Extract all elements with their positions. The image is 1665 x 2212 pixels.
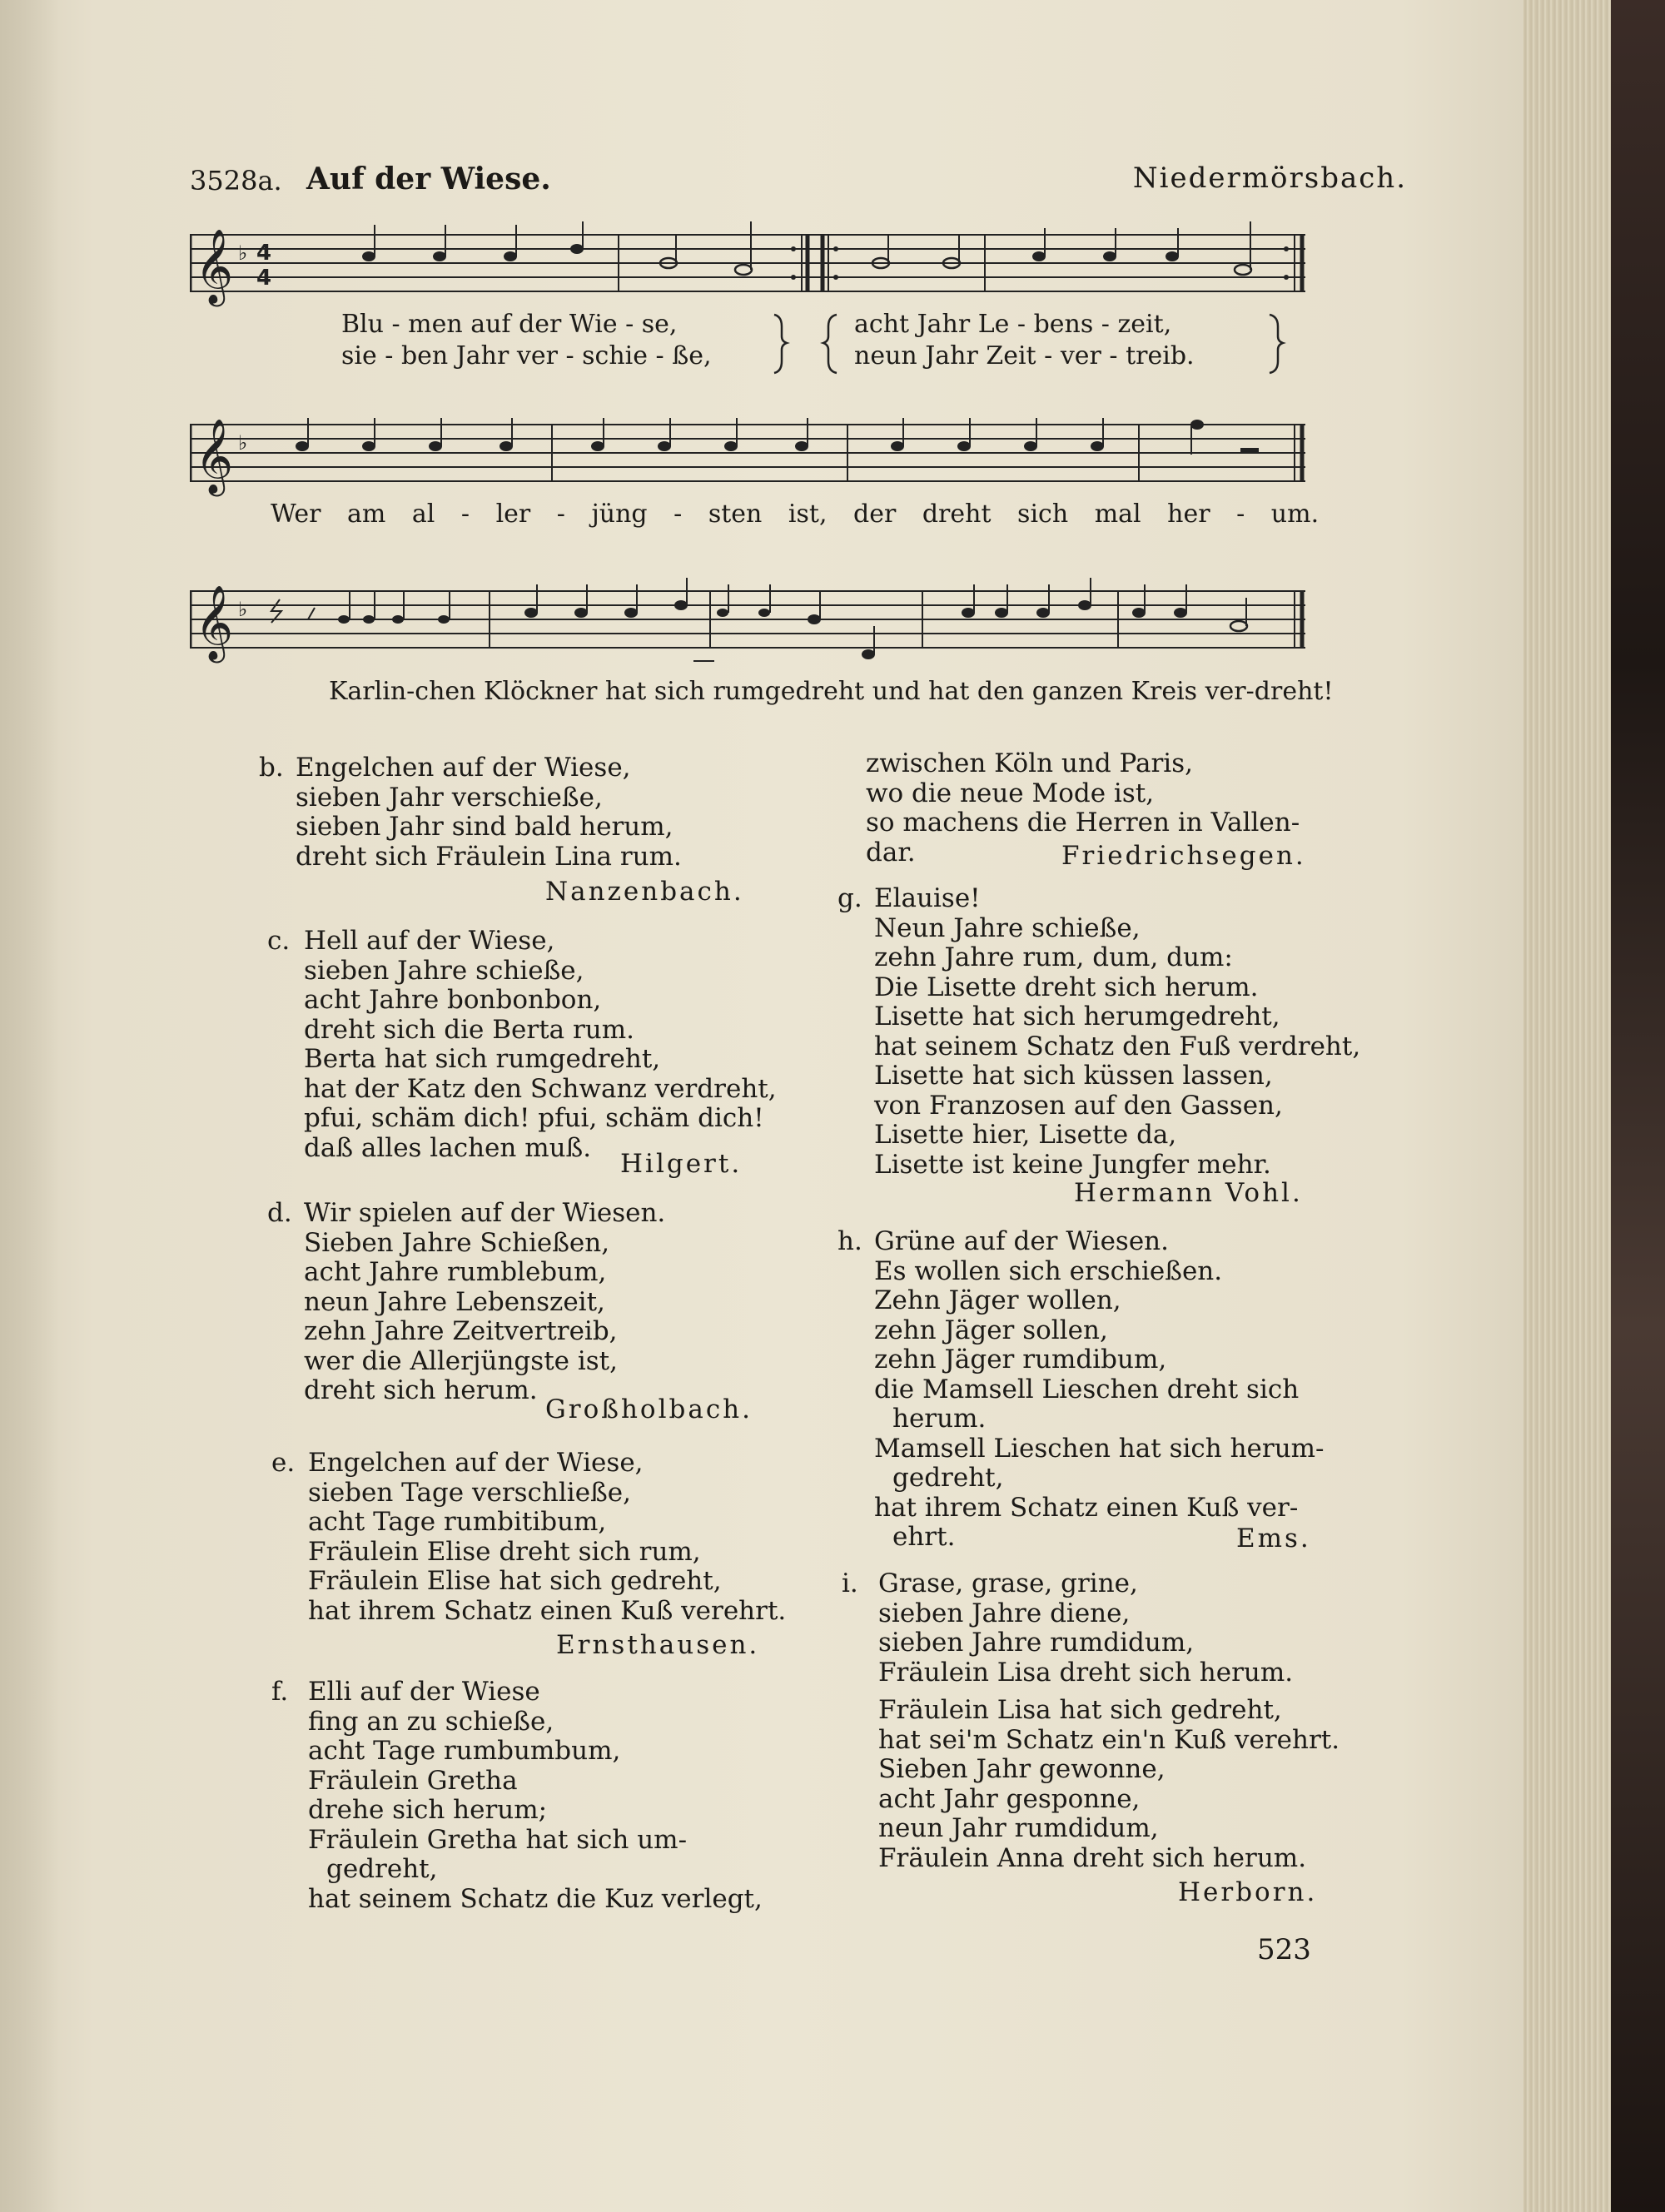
- verse-line: Es wollen sich erschießen.: [874, 1255, 1223, 1286]
- svg-text:♭: ♭: [238, 241, 248, 265]
- verse-line: so machens die Herren in Vallen-: [866, 808, 1300, 838]
- verse-line: Fräulein Gretha hat sich um-: [308, 1824, 688, 1855]
- verse-line: zehn Jahre Zeitvertreib,: [304, 1316, 618, 1346]
- brace-marks-1: [770, 310, 1295, 376]
- verse-line: sieben Jahre diene,: [878, 1598, 1131, 1628]
- verse-line: Grase, grase, grine,: [878, 1568, 1138, 1598]
- verse-g: [837, 883, 1361, 1180]
- lyrics-1-left-line1: Blu - men auf der Wie - se,: [341, 310, 678, 339]
- verse-line: Engelchen auf der Wiese,: [308, 1448, 644, 1478]
- verse-line: hat seinem Schatz den Fuß verdreht,: [874, 1031, 1361, 1061]
- verse-c: [267, 926, 777, 1163]
- verse-line: dreht sich herum.: [304, 1375, 538, 1405]
- verse-line: Sieben Jahr gewonne,: [878, 1754, 1166, 1784]
- verse-letter: h.: [837, 1226, 862, 1256]
- svg-text:𝄞: 𝄞: [195, 585, 234, 660]
- verse-place: Ernsthausen.: [556, 1630, 760, 1660]
- verse-line: hat seinem Schatz die Kuz verlegt,: [308, 1883, 763, 1914]
- verse-line: Fräulein Lisa hat sich gedreht,: [878, 1695, 1282, 1725]
- verse-line: Fräulein Lisa dreht sich herum.: [878, 1657, 1294, 1688]
- verse-line: sieben Tage verschließe,: [308, 1477, 631, 1508]
- verse-place: Nanzenbach.: [545, 877, 744, 907]
- verse-letter: c.: [267, 926, 291, 956]
- verse-line: hat der Katz den Schwanz verdreht,: [304, 1073, 777, 1104]
- page-number: 523: [1257, 1933, 1311, 1966]
- svg-text:4: 4: [256, 266, 272, 291]
- verse-line: Mamsell Lieschen hat sich herum-: [874, 1433, 1325, 1464]
- verse-line: acht Jahre rumblebum,: [304, 1257, 607, 1287]
- verse-line: Grüne auf der Wiesen.: [874, 1226, 1170, 1256]
- lyrics-1-right-line2: neun Jahr Zeit - ver - treib.: [854, 341, 1195, 370]
- verse-place: Friedrichsegen.: [1061, 841, 1306, 871]
- verse-line: dreht sich die Berta rum.: [304, 1014, 635, 1045]
- lyrics-2: Wer am al - ler - jüng - sten ist, der dreht sich mal her - um.: [271, 500, 1320, 529]
- lyrics-3: Karlin-chen Klöckner hat sich rumgedreht und hat den ganzen Kreis ver-dreht!: [329, 677, 1334, 706]
- verse-line: daß alles lachen muß.: [304, 1132, 592, 1163]
- verse-line: Neun Jahre schieße,: [874, 912, 1141, 943]
- verse-line: sieben Jahr sind bald herum,: [296, 812, 673, 842]
- verse-letter: g.: [837, 883, 862, 913]
- verse-line: herum.: [892, 1404, 987, 1434]
- verse-line: Lisette hier, Lisette da,: [874, 1120, 1177, 1150]
- verse-line: acht Tage rumbitibum,: [308, 1507, 607, 1537]
- gutter-shadow: [0, 0, 58, 2212]
- verse-line: wo die neue Mode ist,: [866, 778, 1155, 808]
- page-edges: [1523, 0, 1615, 2212]
- verse-line: von Franzosen auf den Gassen,: [874, 1090, 1283, 1121]
- verse-line: Berta hat sich rumgedreht,: [304, 1044, 661, 1074]
- verse-d: [267, 1198, 666, 1406]
- song-place: Niedermörsbach.: [1132, 162, 1407, 195]
- verse-line: dar.: [866, 837, 916, 867]
- verse-line: Elauise!: [874, 883, 981, 913]
- music-staff-2: [190, 408, 1305, 500]
- verse-line: sieben Jahr verschieße,: [296, 782, 603, 813]
- verse-line: Engelchen auf der Wiese,: [296, 753, 631, 783]
- book-binding: [1611, 0, 1665, 2212]
- verse-line: Die Lisette dreht sich herum.: [874, 972, 1259, 1002]
- verse-place: Ems.: [1236, 1524, 1311, 1553]
- verse-letter: i.: [842, 1568, 858, 1598]
- verse-line: Fräulein Gretha: [308, 1765, 518, 1796]
- verse-h: [837, 1226, 1325, 1553]
- verse-i: [842, 1568, 1340, 1873]
- lyrics-1-left-line2: sie - ben Jahr ver - schie - ße,: [341, 341, 712, 370]
- verse-line: Hell auf der Wiese,: [304, 926, 555, 956]
- verse-line: ehrt.: [892, 1522, 956, 1552]
- verse-place: Herborn.: [1178, 1877, 1318, 1907]
- verse-line: pfui, schäm dich! pfui, schäm dich!: [304, 1103, 764, 1133]
- verse-letter: b.: [259, 753, 284, 783]
- verse-line: Fräulein Anna dreht sich herum.: [878, 1842, 1307, 1873]
- verse-line: fing an zu schieße,: [308, 1706, 554, 1737]
- svg-text:𝄞: 𝄞: [195, 419, 234, 494]
- verse-line: neun Jahr rumdidum,: [878, 1813, 1159, 1843]
- verse-line: hat ihrem Schatz einen Kuß verehrt.: [308, 1595, 787, 1626]
- svg-text:4: 4: [256, 241, 272, 266]
- verse-line: Lisette ist keine Jungfer mehr.: [874, 1149, 1271, 1180]
- verse-line: Elli auf der Wiese: [308, 1677, 540, 1707]
- verse-line: zehn Jahre rum, dum, dum:: [874, 942, 1233, 972]
- verse-line: dreht sich Fräulein Lina rum.: [296, 841, 682, 872]
- verse-line: wer die Allerjüngste ist,: [304, 1345, 618, 1376]
- verse-line: hat ihrem Schatz einen Kuß ver-: [874, 1492, 1299, 1523]
- verse-line: acht Tage rumbumbum,: [308, 1736, 621, 1766]
- verse-line: acht Jahr gesponne,: [878, 1783, 1141, 1814]
- verse-line: acht Jahre bonbonbon,: [304, 985, 602, 1015]
- verse-line: drehe sich herum;: [308, 1795, 548, 1825]
- verse-line: zehn Jäger sollen,: [874, 1315, 1108, 1345]
- song-title: Auf der Wiese.: [306, 162, 551, 196]
- verse-line: gedreht,: [326, 1854, 438, 1884]
- verse-place: Hilgert.: [620, 1149, 743, 1179]
- verse-line: gedreht,: [892, 1463, 1004, 1493]
- verse-line: zehn Jäger rumdibum,: [874, 1345, 1167, 1374]
- verse-line: hat sei'm Schatz ein'n Kuß verehrt.: [878, 1724, 1340, 1755]
- svg-text:♭: ♭: [238, 431, 248, 455]
- verse-line: sieben Jahre schieße,: [304, 955, 584, 986]
- verse-line: die Mamsell Lieschen dreht sich: [874, 1374, 1300, 1404]
- verse-line: Fräulein Elise dreht sich rum,: [308, 1536, 701, 1567]
- verse-line: Fräulein Elise hat sich gedreht,: [308, 1566, 722, 1596]
- verse-line: zwischen Köln und Paris,: [866, 748, 1193, 778]
- verse-line: Zehn Jäger wollen,: [874, 1285, 1121, 1315]
- verse-line: Lisette hat sich herumgedreht,: [874, 1002, 1280, 1031]
- verse-letter: f.: [271, 1677, 289, 1707]
- svg-text:♭: ♭: [238, 598, 248, 621]
- verse-letter: e.: [271, 1448, 296, 1478]
- verse-line: neun Jahre Lebenszeit,: [304, 1286, 605, 1317]
- verse-line: Wir spielen auf der Wiesen.: [304, 1198, 666, 1228]
- verse-line: Sieben Jahre Schießen,: [304, 1227, 610, 1258]
- verse-place: Großholbach.: [545, 1394, 753, 1424]
- lyrics-1-right-line1: acht Jahr Le - bens - zeit,: [854, 310, 1172, 339]
- verse-e: [271, 1448, 787, 1626]
- verse-f: [271, 1677, 763, 1914]
- verse-b: [259, 753, 682, 872]
- verse-line: Lisette hat sich küssen lassen,: [874, 1061, 1273, 1091]
- verse-line: sieben Jahre rumdidum,: [878, 1628, 1195, 1658]
- svg-text:𝄞: 𝄞: [195, 229, 234, 304]
- song-number: 3528a.: [190, 165, 282, 196]
- music-staff-3: [190, 574, 1305, 670]
- verse-place: Hermann Vohl.: [1074, 1178, 1303, 1208]
- verse-letter: d.: [267, 1198, 292, 1228]
- music-staff-1: [190, 218, 1305, 310]
